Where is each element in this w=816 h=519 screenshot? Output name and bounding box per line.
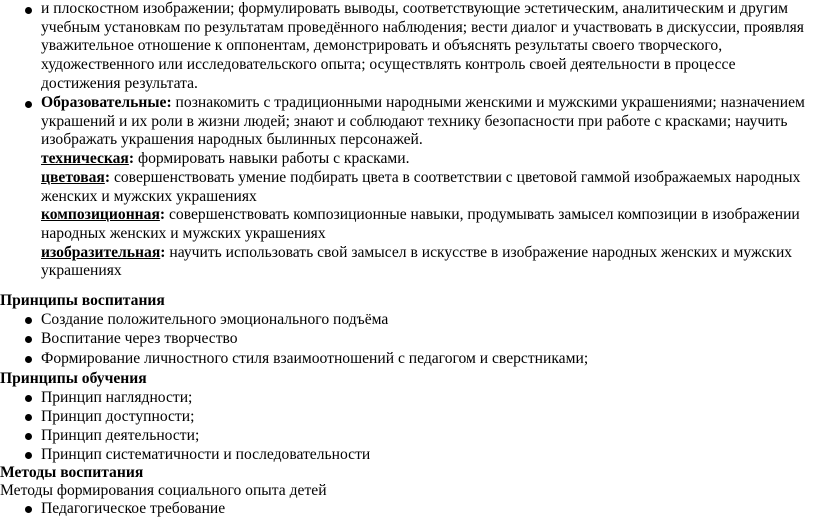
color-colon: : bbox=[104, 168, 111, 186]
upbringing-methods-heading: Методы воспитания bbox=[0, 464, 144, 481]
bullet-icon bbox=[25, 506, 32, 513]
pictorial-text: научить использовать свой замысел в искусстве в изображение народных женских и мужских bbox=[165, 243, 793, 261]
teaching-principles-heading: Принципы обучения bbox=[0, 370, 147, 387]
bullet-icon bbox=[25, 7, 32, 14]
bullet-icon bbox=[25, 101, 32, 108]
compositional-label: композиционная bbox=[41, 206, 160, 224]
technical-label: техническая bbox=[41, 150, 129, 168]
list-item-text: Воспитание через творчество bbox=[41, 330, 238, 347]
color-text: совершенствовать умение подбирать цвета в соответствии с цветовой гаммой изображаемых народных bbox=[110, 168, 801, 186]
bullet-icon bbox=[25, 356, 32, 363]
technical-colon: : bbox=[128, 150, 135, 168]
objectives-line: достижения результата. bbox=[41, 74, 198, 92]
pictorial-colon: : bbox=[160, 243, 166, 261]
technical-text: формировать навыки работы с красками. bbox=[134, 150, 410, 168]
educational-label: Образовательные: bbox=[41, 94, 172, 111]
list-item-text: Принцип систематичности и последовательности bbox=[41, 446, 371, 463]
bullet-icon bbox=[25, 452, 32, 459]
list-item bbox=[0, 389, 816, 408]
bullet-icon bbox=[25, 336, 32, 343]
list-item-text: Принцип деятельности; bbox=[41, 427, 200, 444]
list-item bbox=[0, 408, 816, 427]
educational-text: украшений и их роли в жизни людей; знают и соблюдают технику безопасности при работе с красками; научить bbox=[41, 112, 788, 130]
upbringing-principles-heading: Принципы воспитания bbox=[0, 292, 165, 309]
list-item-text: Принцип наглядности; bbox=[41, 389, 193, 406]
pictorial-label: изобразительная bbox=[41, 243, 161, 261]
list-item-text: Формирование личностного стиля взаимоотношений с педагогом и сверстниками; bbox=[41, 350, 589, 367]
list-item bbox=[0, 330, 816, 349]
objectives-line: и плоскостном изображении; формулировать выводы, соответствующие эстетическим, аналитическим и другим bbox=[41, 0, 788, 17]
educational-text: изображать украшения народных былинных персонажей. bbox=[41, 131, 423, 149]
educational-text: познакомить с традиционными народными женскими и мужскими украшениями; назначением bbox=[171, 94, 805, 111]
list-item bbox=[0, 350, 816, 369]
list-item bbox=[0, 311, 816, 330]
objectives-line: учебным установкам по результатам проведённого наблюдения; вести диалог и участвовать в дискуссии, проявляя bbox=[41, 18, 804, 36]
list-item bbox=[0, 446, 816, 465]
bullet-icon bbox=[25, 395, 32, 402]
compositional-text: народных женских и мужских украшениях bbox=[41, 224, 326, 242]
bullet-icon bbox=[25, 433, 32, 440]
list-item bbox=[0, 500, 816, 519]
color-text: женских и мужских украшениях bbox=[41, 187, 257, 205]
upbringing-methods-subheading: Методы формирования социального опыта детей bbox=[0, 482, 327, 499]
color-label: цветовая bbox=[41, 168, 105, 186]
objectives-line: художественного или исследовательского опыта; осуществлять контроль своей деятельности в процессе bbox=[41, 56, 736, 74]
list-item-text: Принцип доступности; bbox=[41, 408, 195, 425]
compositional-colon: : bbox=[159, 206, 166, 224]
list-item-text: Педагогическое требование bbox=[41, 500, 226, 517]
bullet-icon bbox=[25, 414, 32, 421]
list-item-text: Создание положительного эмоционального подъёма bbox=[41, 311, 389, 328]
objectives-line: уважительное отношение к оппонентам, демонстрировать и объяснять результаты своего творческого, bbox=[41, 37, 723, 55]
list-item bbox=[0, 427, 816, 446]
pictorial-text: украшениях bbox=[41, 262, 122, 280]
compositional-text: совершенствовать композиционные навыки, продумывать замысел композиции в изображении bbox=[165, 206, 800, 224]
bullet-icon bbox=[25, 317, 32, 324]
